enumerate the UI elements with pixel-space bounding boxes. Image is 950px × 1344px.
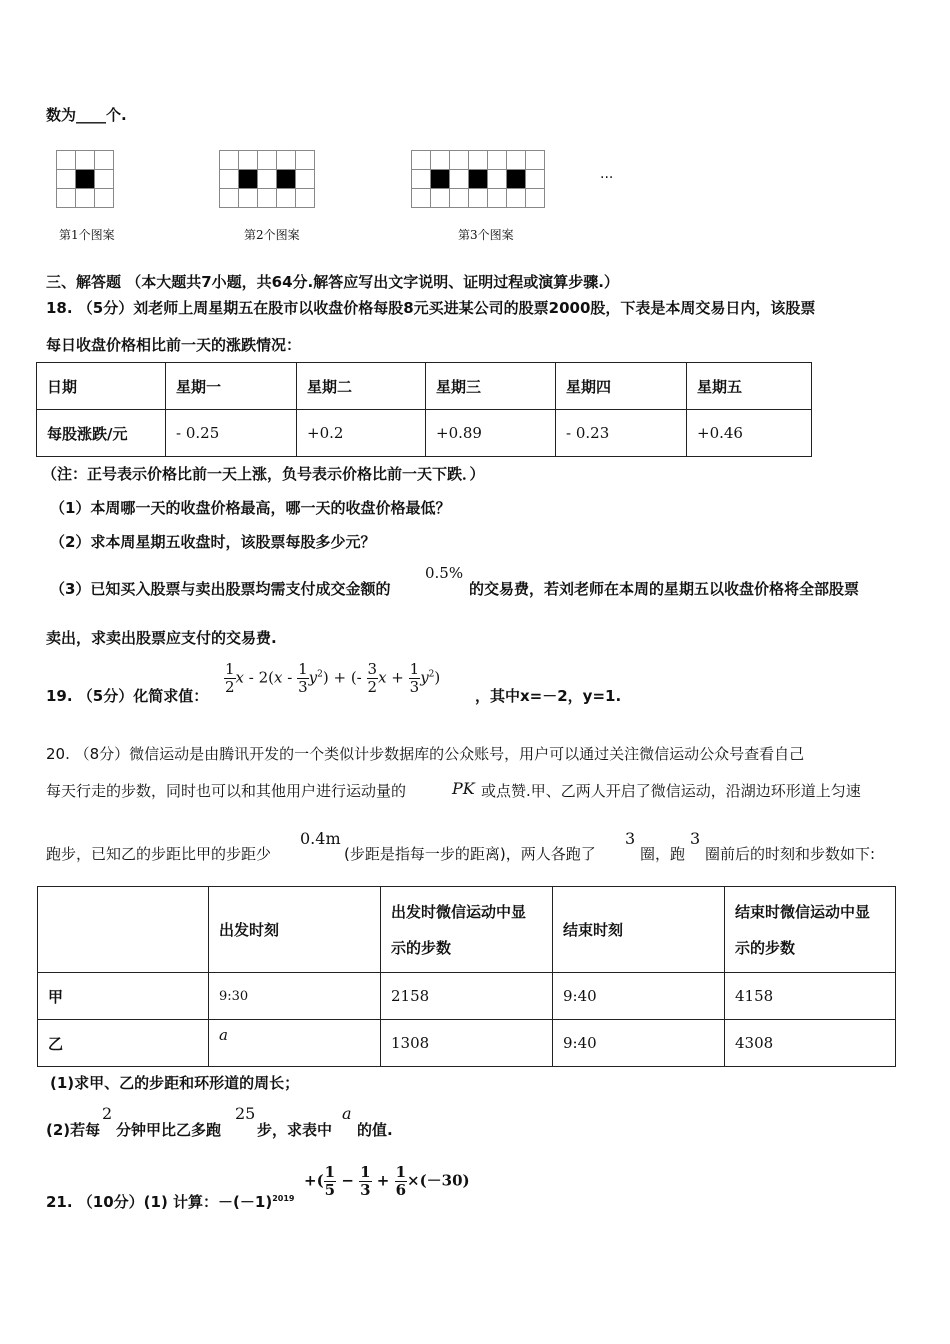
fraction: $\frac{1}{3}$ (298, 660, 308, 696)
pattern-figure-2 (219, 150, 315, 208)
table-cell: +0.46 (687, 410, 812, 457)
pk-term: PK (452, 779, 475, 798)
q20-line3-b: (步距是指每一步的距离)，两人各跑了 (344, 845, 596, 863)
q20-part2-c: 步，求表中 (257, 1121, 333, 1139)
q19-label: 19. （5分）化简求值： (46, 687, 209, 705)
table-cell: +0.89 (426, 410, 556, 457)
table-cell: 9:30 (209, 973, 381, 1020)
q21-tail: ×(－30) (407, 1171, 470, 1190)
table-cell: 9:40 (553, 973, 725, 1020)
table-cell: 1308 (381, 1020, 553, 1067)
header-line: 示的步数 (391, 938, 452, 957)
fraction: $\frac{1}{2}$ (225, 660, 235, 696)
table-header-cell (38, 887, 209, 973)
fraction: $\frac{3}{2}$ (367, 660, 378, 696)
q20-part1: (1)求甲、乙的步距和环形道的周长； (50, 1074, 300, 1092)
header-line: 示的步数 (735, 938, 796, 957)
table-header-cell: 星期四 (556, 363, 687, 410)
q20-part2-a: (2)若每 (46, 1121, 101, 1139)
table-header-cell: 星期三 (426, 363, 556, 410)
table-row-label: 甲 (38, 973, 209, 1020)
q20-table (37, 886, 896, 1067)
table-header-cell: 结束时刻 (553, 887, 725, 973)
fill-blank-line: 数为____个. (46, 106, 127, 124)
pattern-figure-1 (56, 150, 114, 208)
q20-part2-d: 的值. (357, 1121, 393, 1139)
q18-note: （注：正号表示价格比前一天上涨，负号表示价格比前一天下跌．） (42, 465, 485, 483)
step-diff (300, 829, 341, 848)
q20-line1: 20. （8分）微信运动是由腾讯开发的一个类似计步数据库的公众账号，用户可以通过关注微信运动公众号查看自己 (46, 745, 805, 763)
minutes-value: 2 (102, 1104, 113, 1123)
q18-part3-b: 的交易费，若刘老师在本周的星期五以收盘价格将全部股票 (469, 580, 860, 598)
header-line: 出发时微信运动中显 (391, 902, 527, 921)
q19-expression: $\frac{1}{2}$ x - 2(x - $\frac{1}{3}$ $y^2$) + (- $\frac{3}{2}$ x + $\frac{1}{3}$ $y^2$) (225, 660, 441, 696)
table-header-cell: 星期一 (166, 363, 297, 410)
q18-line2: 每日收盘价格相比前一天的涨跌情况： (46, 336, 302, 354)
q18-line1: 18. （5分）刘老师上周星期五在股市以收盘价格每股8元买进某公司的股票2000股，下表是本周交易日内，该股票 (46, 299, 816, 317)
variable-a: a (342, 1104, 352, 1123)
q20-line2-b: 或点赞.甲、乙两人开启了微信运动，沿湖边环形道上匀速 (481, 782, 861, 800)
q18-part1: （1）本周哪一天的收盘价格最高，哪一天的收盘价格最低？ (50, 499, 451, 517)
exponent: 2019 (272, 1194, 295, 1203)
table-cell: 4308 (725, 1020, 896, 1067)
step-diff-value: 0.4m (300, 829, 341, 848)
table-header-cell: 星期二 (297, 363, 426, 410)
header-line: 结束时微信运动中显 (735, 902, 871, 921)
laps-value: 3 (690, 829, 701, 848)
table-cell: +0.2 (297, 410, 426, 457)
percent-value: 0.5% (425, 564, 464, 582)
q20-line3-c: 圈，跑 (640, 845, 686, 863)
fraction: $\frac{1}{3}$ (360, 1163, 371, 1199)
fraction: $\frac{1}{6}$ (395, 1163, 407, 1199)
q20-line3-d: 圈前后的时刻和步数如下: (705, 845, 876, 863)
q18-part3-a: （3）已知买入股票与卖出股票均需支付成交金额的 (50, 580, 391, 598)
q20-line3-a: 跑步，已知乙的步距比甲的步距少 (46, 845, 272, 863)
q21-expression: +( $\frac{1}{5}$ − $\frac{1}{3}$ + $\frac{1}{6}$ ×(－30) (304, 1163, 470, 1199)
figure-caption: 第1个图案 (59, 228, 115, 242)
table-cell: a (209, 1020, 381, 1067)
table-cell: - 0.25 (166, 410, 297, 457)
steps-value: 25 (235, 1104, 256, 1123)
pattern-figure-3 (411, 150, 545, 208)
q18-part3-c: 卖出，求卖出股票应支付的交易费. (46, 629, 277, 647)
fraction: $\frac{1}{3}$ (409, 660, 420, 696)
laps-value: 3 (625, 829, 636, 848)
q20-line2-a: 每天行走的步数，同时也可以和其他用户进行运动量的 (46, 782, 407, 800)
figure-caption: 第3个图案 (458, 228, 514, 242)
section-heading: 三、解答题 （本大题共7小题，共64分.解答应写出文字说明、证明过程或演算步骤.） (46, 273, 619, 291)
fraction: $\frac{1}{5}$ (324, 1163, 336, 1199)
table-row-label: 每股涨跌/元 (37, 410, 166, 457)
table-header-cell: 出发时刻 (209, 887, 381, 973)
q19-condition: ，其中x=－2，y=1. (475, 687, 622, 705)
table-header-cell: 日期 (37, 363, 166, 410)
table-cell: - 0.23 (556, 410, 687, 457)
q18-table (36, 362, 812, 457)
q21-label-text: 21. （10分）(1) 计算：－(－1) (46, 1193, 273, 1211)
table-header-cell: 星期五 (687, 363, 812, 410)
table-header-cell (725, 887, 896, 973)
table-header-cell (381, 887, 553, 973)
table-row-label: 乙 (38, 1020, 209, 1067)
q21-label (46, 1191, 294, 1212)
q20-part2-b: 分钟甲比乙多跑 (116, 1121, 222, 1139)
table-cell: 9:40 (553, 1020, 725, 1067)
table-cell: 4158 (725, 973, 896, 1020)
q18-part2: （2）求本周星期五收盘时，该股票每股多少元？ (50, 533, 376, 551)
table-cell: 2158 (381, 973, 553, 1020)
ellipsis: ··· (600, 170, 614, 186)
figure-caption: 第2个图案 (244, 228, 300, 242)
